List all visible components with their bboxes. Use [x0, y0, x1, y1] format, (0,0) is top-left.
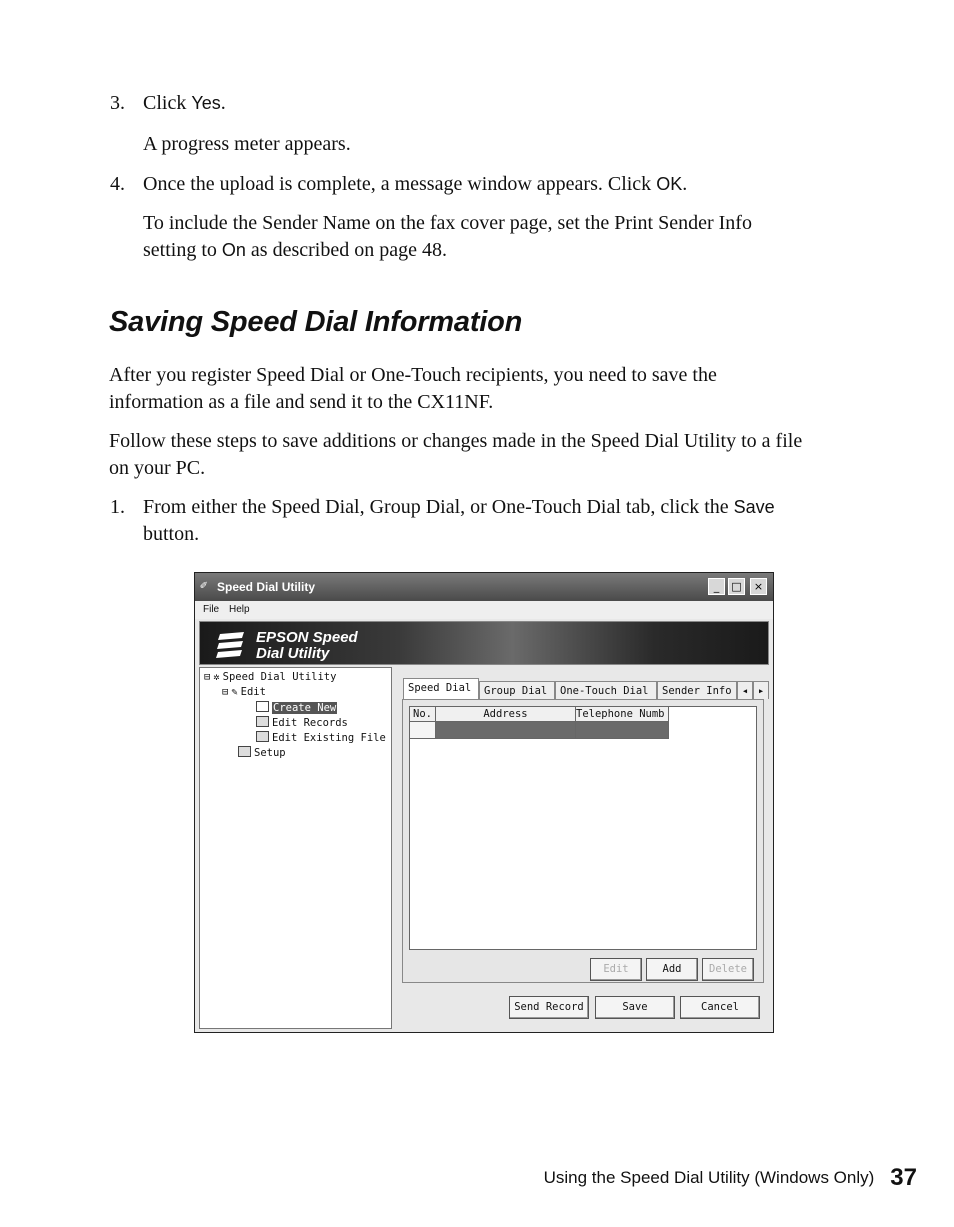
menu-file[interactable]: File [203, 604, 220, 615]
banner-line1: EPSON Speed [256, 629, 358, 646]
step-4-note-line2 [143, 237, 447, 264]
banner-title [256, 630, 358, 662]
tree-create-new-label: Create New [273, 702, 337, 714]
note-post: as described on page 48. [245, 239, 447, 261]
speed-dial-utility-window [194, 572, 774, 1033]
tree-create-new[interactable] [256, 701, 337, 714]
new-document-icon [256, 701, 269, 712]
tree-setup[interactable] [238, 746, 286, 759]
step-4-post: . [682, 173, 688, 195]
edit-folder-icon: ✎ [231, 686, 238, 698]
maximize-button[interactable]: □ [728, 578, 745, 595]
step-4-ui: OK [656, 174, 683, 194]
tree-edit-existing[interactable] [256, 731, 386, 744]
telephone-cell[interactable] [576, 722, 669, 739]
page-number: 37 [890, 1164, 917, 1191]
step-3-number: 3. [110, 92, 125, 114]
step-1-pre: From either the Speed Dial, Group Dial, or One-Touch Dial tab, click the [143, 496, 734, 518]
tab-scroll-left[interactable]: ◂ [737, 681, 753, 699]
step-4-note-line1: To include the Sender Name on the fax cover page, set the Print Sender Info [143, 212, 752, 234]
tab-one-touch-dial[interactable]: One-Touch Dial [555, 681, 657, 699]
tree-edit-records[interactable] [256, 716, 348, 729]
step-3-ui: Yes [191, 93, 221, 113]
note-ui: On [221, 240, 246, 260]
tab-group-dial[interactable]: Group Dial [479, 681, 555, 699]
close-button[interactable]: × [750, 578, 767, 595]
col-no[interactable]: No. [410, 707, 436, 722]
tab-scroll-right[interactable]: ▸ [753, 681, 769, 699]
delete-button[interactable]: Delete [702, 958, 754, 981]
step-4-text [143, 171, 687, 198]
tab-sender-info[interactable]: Sender Info [657, 681, 737, 699]
minimize-button[interactable]: _ [708, 578, 725, 595]
footer-text: Using the Speed Dial Utility (Windows Only) [543, 1168, 875, 1187]
tree-edit-label: Edit [240, 686, 266, 698]
step-1-number: 1. [110, 496, 125, 518]
add-button[interactable]: Add [646, 958, 698, 981]
row-header-cell[interactable] [410, 722, 436, 739]
step-4-pre: Once the upload is complete, a message window appears. Click [143, 173, 657, 195]
step-4-number: 4. [110, 173, 125, 195]
edit-button[interactable]: Edit [590, 958, 642, 981]
records-grid[interactable] [409, 706, 757, 950]
col-telephone[interactable]: Telephone Numb [576, 707, 669, 722]
address-cell[interactable] [436, 722, 576, 739]
para2-line1: Follow these steps to save additions or changes made in the Speed Dial Utility to a file [109, 430, 803, 452]
tree-setup-label: Setup [254, 747, 286, 759]
tree-edit-records-label: Edit Records [272, 717, 348, 729]
step-3-post: . [220, 92, 226, 114]
tab-speed-dial[interactable]: Speed Dial [403, 678, 479, 699]
expand-root-icon[interactable]: ⊟ [204, 671, 211, 683]
epson-logo-icon [216, 630, 246, 658]
note-pre: setting to [143, 239, 222, 261]
section-title: Saving Speed Dial Information [109, 306, 523, 338]
para2-line2: on your PC. [109, 457, 206, 479]
para1-line1: After you register Speed Dial or One-Touch recipients, you need to save the [109, 364, 717, 386]
para1-line2: information as a file and send it to the CX11NF. [109, 391, 494, 413]
tree-edit-existing-label: Edit Existing File [272, 732, 386, 744]
setup-icon [238, 746, 251, 757]
step-3-text [143, 90, 226, 117]
step-1-line2: button. [143, 523, 200, 545]
page-footer [544, 1164, 917, 1192]
step-3-note: A progress meter appears. [143, 133, 351, 155]
epson-banner [199, 621, 769, 665]
col-address[interactable]: Address [436, 707, 576, 722]
utility-icon: ✲ [213, 671, 220, 683]
send-record-button[interactable]: Send Record [509, 996, 589, 1019]
step-3-pre: Click [143, 92, 192, 114]
step-1-line1 [143, 494, 775, 521]
title-bar [195, 573, 773, 601]
step-1-ui: Save [733, 497, 775, 517]
edit-records-icon [256, 716, 269, 727]
expand-edit-icon[interactable]: ⊟ [222, 686, 229, 698]
menu-bar [195, 601, 773, 619]
banner-line2: Dial Utility [256, 645, 330, 662]
tree-edit[interactable] [222, 686, 266, 698]
file-icon [256, 731, 269, 742]
navigation-tree [199, 667, 392, 1029]
menu-help[interactable]: Help [229, 604, 250, 615]
app-icon: ✐ [200, 578, 208, 592]
tree-root[interactable] [204, 671, 336, 683]
cancel-button[interactable]: Cancel [680, 996, 760, 1019]
save-button[interactable]: Save [595, 996, 675, 1019]
tree-root-label: Speed Dial Utility [222, 671, 337, 683]
window-title: Speed Dial Utility [217, 580, 316, 594]
speed-dial-panel [402, 699, 764, 983]
